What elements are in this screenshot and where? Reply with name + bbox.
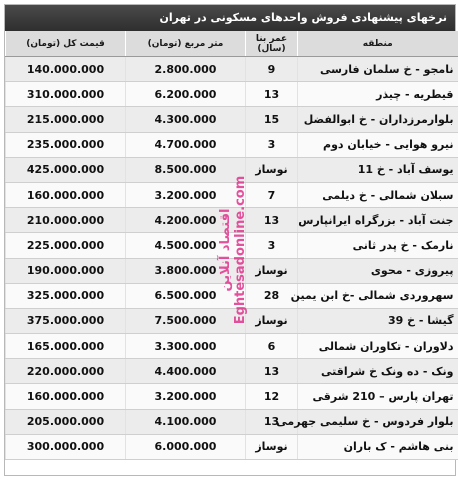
total-price-cell: 210.000.000 [6,208,126,233]
age-cell: نوساز [246,157,298,182]
header-price-per-meter: متر مربع (تومان) [126,31,246,57]
age-cell: 13 [246,82,298,107]
price-per-meter-cell: 4.400.000 [126,359,246,384]
price-per-meter-cell: 6.200.000 [126,82,246,107]
area-cell: نیرو هوایی - خیابان دوم [298,132,458,157]
total-price-cell: 165.000.000 [6,334,126,359]
price-per-meter-cell: 4.200.000 [126,208,246,233]
area-cell: سهروردی شمالی -خ ابن یمین [298,283,458,308]
total-price-cell: 140.000.000 [6,57,126,82]
table-row [6,208,458,233]
table-row [6,157,458,182]
age-cell: نوساز [246,308,298,333]
total-price-cell: 375.000.000 [6,308,126,333]
table-row [6,233,458,258]
price-per-meter-cell: 6.000.000 [126,434,246,459]
total-price-cell: 190.000.000 [6,258,126,283]
header-age: عمر بنا (سال) [246,31,298,57]
age-cell: 12 [246,384,298,409]
total-price-cell: 160.000.000 [6,384,126,409]
price-per-meter-cell: 3.800.000 [126,258,246,283]
price-per-meter-cell: 2.800.000 [126,57,246,82]
age-cell: 3 [246,132,298,157]
total-price-cell: 215.000.000 [6,107,126,132]
area-cell: پیروزی - محوی [298,258,458,283]
area-cell: دلاوران - تکاوران شمالی [298,334,458,359]
table-row [6,359,458,384]
total-price-cell: 310.000.000 [6,82,126,107]
watermark-en: Eghtesadonline.com [233,175,248,325]
total-price-cell: 300.000.000 [6,434,126,459]
age-cell: 15 [246,107,298,132]
age-cell: 7 [246,182,298,207]
total-price-cell: 235.000.000 [6,132,126,157]
area-cell: بلوار فردوس - خ سلیمی جهرمی [298,409,458,434]
age-cell: 13 [246,359,298,384]
price-per-meter-cell: 3.300.000 [126,334,246,359]
table-row [6,334,458,359]
price-per-meter-cell: 8.500.000 [126,157,246,182]
total-price-cell: 220.000.000 [6,359,126,384]
price-per-meter-cell: 6.500.000 [126,283,246,308]
area-cell: سبلان شمالی - خ دیلمی [298,182,458,207]
table-row [6,57,458,82]
age-cell: 6 [246,334,298,359]
area-cell: یوسف آباد - خ 11 [298,157,458,182]
price-table-card [4,4,456,476]
table-row [6,384,458,409]
age-cell: 3 [246,233,298,258]
area-cell: بلوارمرزداران - خ ابوالفضل [298,107,458,132]
table-row [6,283,458,308]
age-cell: نوساز [246,434,298,459]
price-per-meter-cell: 4.700.000 [126,132,246,157]
table-row [6,107,458,132]
total-price-cell: 160.000.000 [6,182,126,207]
area-cell: بنی هاشم - ک باران [298,434,458,459]
total-price-cell: 225.000.000 [6,233,126,258]
price-per-meter-cell: 4.100.000 [126,409,246,434]
header-total-price: قیمت کل (تومان) [6,31,126,57]
total-price-cell: 425.000.000 [6,157,126,182]
area-cell: ونک - ده ونک خ شراقتی [298,359,458,384]
table-row [6,434,458,459]
table-row [6,182,458,207]
area-cell: جنت آباد - بزرگراه ایرانپارس [298,208,458,233]
age-cell: 28 [246,283,298,308]
age-cell: نوساز [246,258,298,283]
area-cell: گیشا - خ 39 [298,308,458,333]
table-row [6,258,458,283]
table-row [6,132,458,157]
total-price-cell: 205.000.000 [6,409,126,434]
age-cell: 13 [246,409,298,434]
price-per-meter-cell: 4.300.000 [126,107,246,132]
header-row [6,31,458,57]
price-per-meter-cell: 4.500.000 [126,233,246,258]
area-cell: تهران پارس – 210 شرقی [298,384,458,409]
price-table [5,31,458,460]
table-row [6,409,458,434]
table-title: نرخهای پیشنهادی فروش واحدهای مسکونی در تهران [5,5,455,31]
table-row [6,308,458,333]
table-row [6,82,458,107]
age-cell: 9 [246,57,298,82]
price-per-meter-cell: 3.200.000 [126,384,246,409]
price-per-meter-cell: 3.200.000 [126,182,246,207]
total-price-cell: 325.000.000 [6,283,126,308]
age-cell: 13 [246,208,298,233]
table-body [6,57,458,460]
area-cell: نارمک - خ پدر ثانی [298,233,458,258]
header-area: منطقه [298,31,458,57]
area-cell: قیطریه - چیذر [298,82,458,107]
area-cell: نامجو - خ سلمان فارسی [298,57,458,82]
watermark-fa: اقتصاد آنلاین [218,208,233,292]
price-per-meter-cell: 7.500.000 [126,308,246,333]
